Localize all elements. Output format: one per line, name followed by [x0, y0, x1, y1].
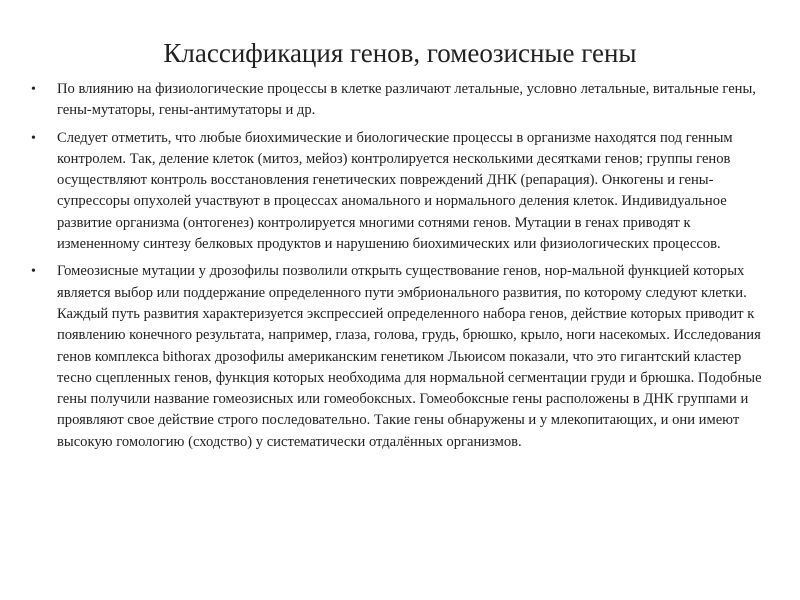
bullet-icon: • — [31, 264, 36, 280]
bullet-item-lethal-genes — [31, 79, 776, 122]
bullet-list — [31, 79, 776, 459]
bullet-text: Следует отметить, что любые биохимические и биологические процессы в организме находятся под генным контролем. Так, деление клеток (митоз, мейоз) контролируется несколькими десятками генов; группы генов осуществляют контроль восстановления генетических повреждений ДНК (репарация). Онкогены и гены-супрессоры опухолей участвуют в процессах аномального и нормального деления клеток. Индивидуальное развитие организма (онтогенез) контролируется многими сотнями генов. Мутации в генах приводят к измененному синтезу белковых продуктов и нарушению биохимических или физиологических процессов. — [57, 129, 733, 253]
bullet-icon: • — [31, 130, 36, 146]
bullet-text: По влиянию на физиологические процессы в клетке различают летальные, условно летальные, витальные гены, гены-мутаторы, гены-антимутаторы и др. — [57, 81, 756, 119]
bullet-item-homeotic-mutations — [31, 261, 776, 453]
bullet-item-gene-control — [31, 128, 776, 256]
bullet-text: Гомеозисные мутации у дрозофилы позволили открыть существование генов, нор-мальной функцией которых является выбор или поддержание определенного пути эмбрионального развития, по которому следуют клетки. Каждый путь развития характеризуется экспрессией определенного набора генов, действие которых приводит к появлению конечного результата, например, глаза, голова, грудь, брюшко, крыло, ноги насекомых. Исследования генов комплекса bithorax дрозофилы американским генетиком Льюисом показали, что это гигантский кластер тесно сцепленных генов, функция которых необходима для нормальной сегментации груди и брюшка. Подобные гены получили название гомеозисных или гомеобоксных. Гомеобоксные гены расположены в ДНК группами и проявляют свое действие строго последовательно. Такие гены обнаружены и у млекопитающих, и они имеют высокую гомологию (сходство) у систематически отдалённых организмов. — [57, 263, 762, 450]
bullet-icon: • — [31, 82, 36, 97]
slide-title: Классификация генов, гомеозисные гены — [163, 38, 637, 68]
